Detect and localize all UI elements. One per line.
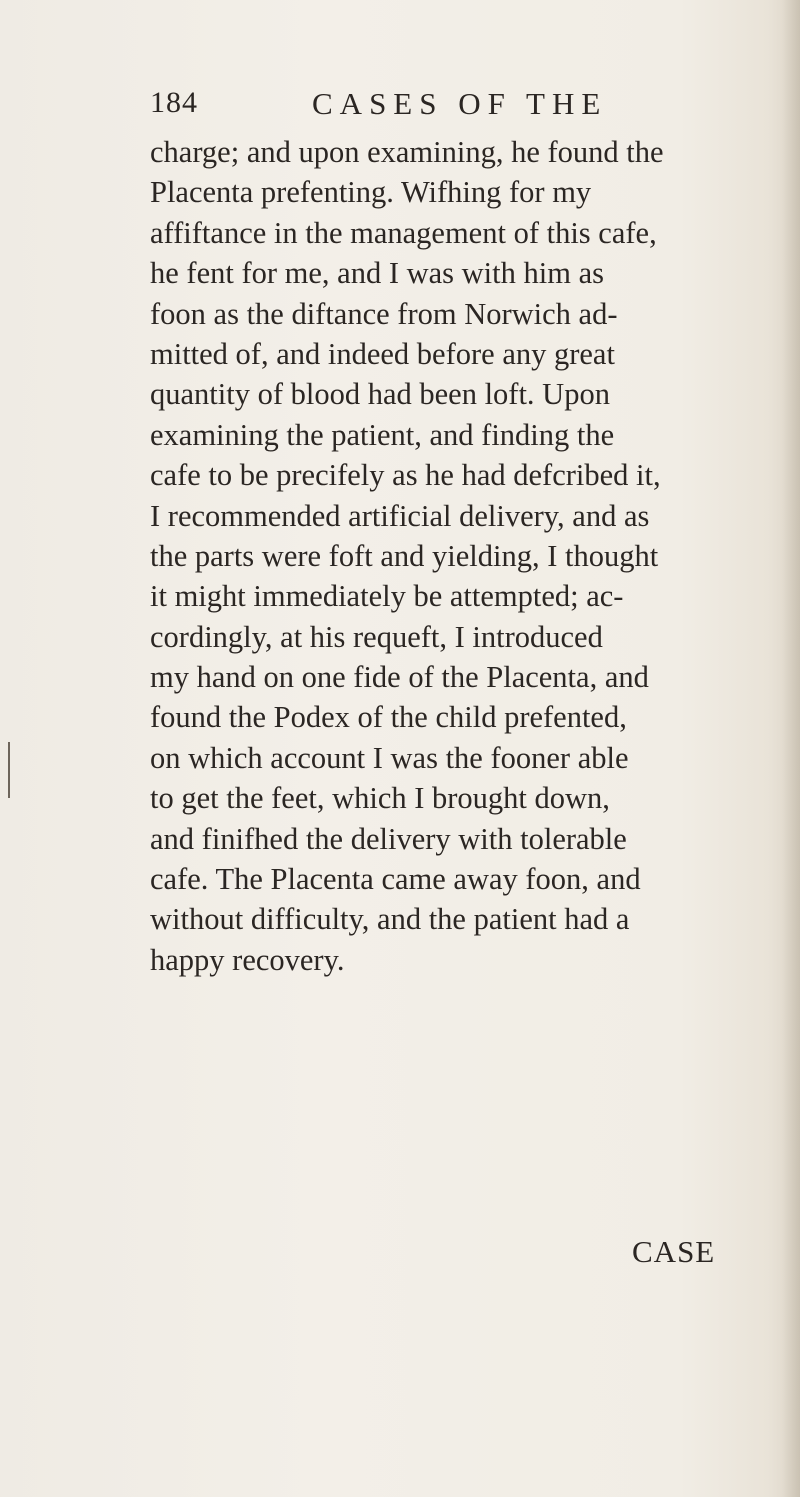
text-line: happy recovery. — [150, 942, 345, 977]
text-line: on which account I was the fooner able — [150, 740, 629, 775]
body-text — [150, 132, 780, 980]
page-edge-shadow — [782, 0, 800, 1497]
text-line: I recommended artificial delivery, and as — [150, 498, 650, 533]
text-line: affiftance in the management of this cafe, — [150, 215, 657, 250]
text-line: my hand on one fide of the Placenta, and — [150, 660, 649, 695]
text-line: Placenta prefenting. Wifhing for my — [150, 175, 592, 210]
text-line: he fent for me, and I was with him as — [150, 256, 604, 291]
text-line: it might immediately be attempted; ac- — [150, 579, 624, 614]
text-line: to get the feet, which I brought down, — [150, 781, 610, 816]
text-line: without difficulty, and the patient had a — [150, 902, 630, 937]
text-line: found the Podex of the child prefented, — [150, 700, 627, 735]
text-line: cafe. The Placenta came away foon, and — [150, 862, 641, 897]
page-header — [150, 86, 670, 126]
text-line: quantity of blood had been loft. Upon — [150, 377, 610, 412]
text-line: charge; and upon examining, he found the — [150, 135, 664, 169]
margin-mark — [8, 742, 10, 798]
page-number: 184 — [150, 86, 198, 119]
text-line: cafe to be precifely as he had defcribed it, — [150, 458, 661, 493]
catchword: CASE — [632, 1234, 716, 1269]
text-line: foon as the diftance from Norwich ad- — [150, 296, 618, 331]
text-line: the parts were foft and yielding, I thought — [150, 538, 659, 573]
running-head: CASES OF THE — [312, 86, 608, 121]
text-line: examining the patient, and finding the — [150, 417, 615, 452]
text-line: mitted of, and indeed before any great — [150, 336, 615, 371]
text-line: and finifhed the delivery with tolerable — [150, 821, 627, 856]
text-line: cordingly, at his requeft, I introduced — [150, 619, 603, 654]
